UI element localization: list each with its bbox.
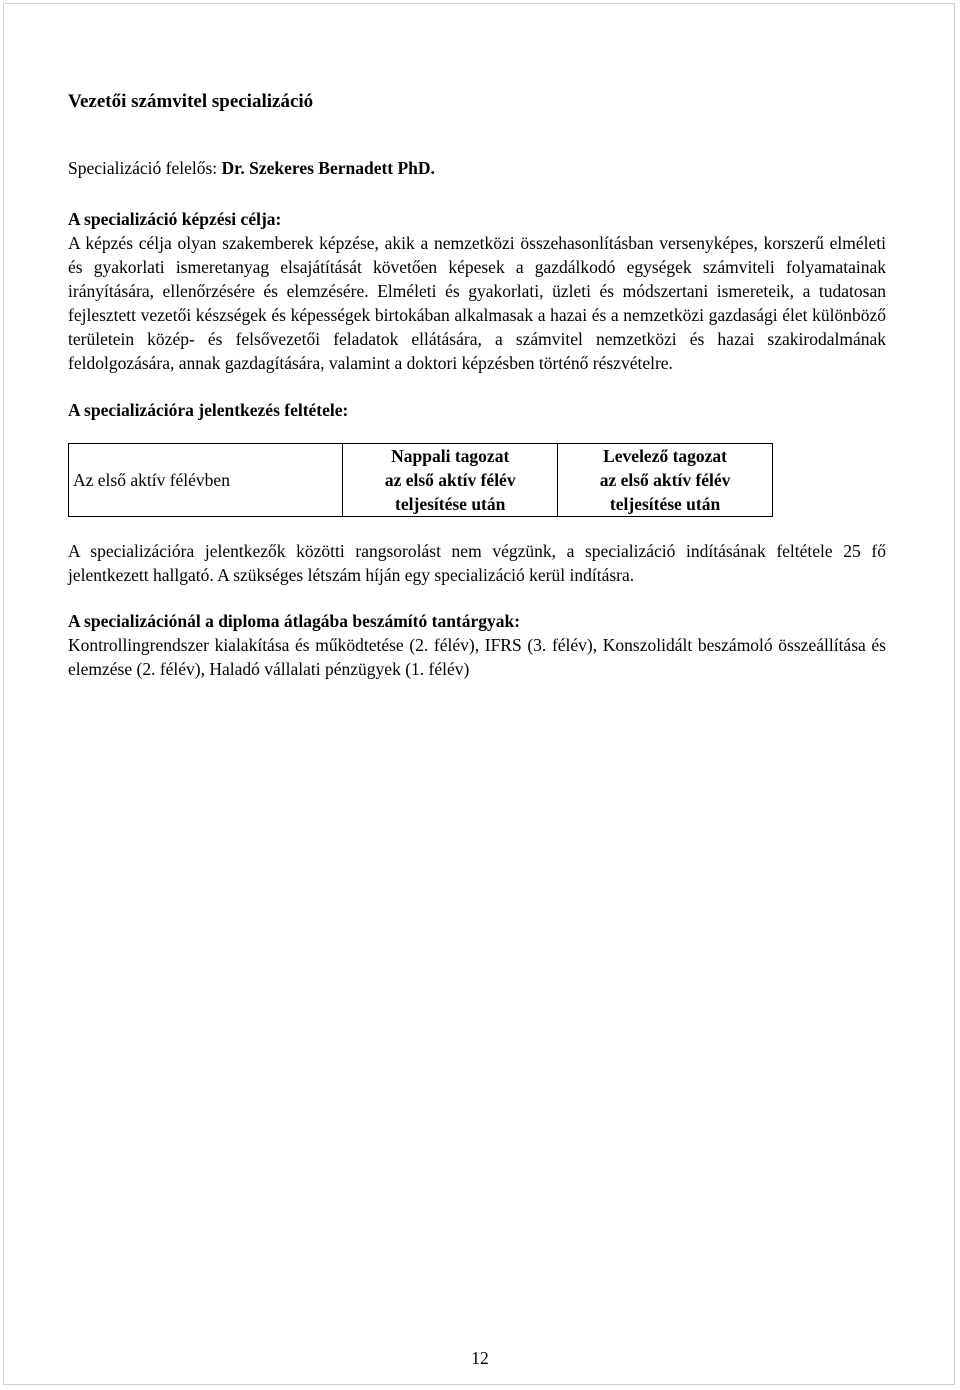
application-table (68, 443, 773, 517)
goal-heading: A specializáció képzési célja: (68, 209, 282, 229)
goal-section (68, 207, 886, 375)
diploma-heading: A specializációnál a diploma átlagába beszámító tantárgyak: (68, 611, 521, 631)
column-line: az első aktív félév (384, 470, 516, 490)
column-full-time (343, 444, 558, 517)
column-correspondence (558, 444, 773, 517)
diploma-text: Kontrollingrendszer kialakítása és működtetése (2. félév), IFRS (3. félév), Konszolidált beszámoló összeállítása és elemzése (2. félév), Haladó vállalati pénzügyek (1. félév) (68, 635, 886, 679)
ranking-text: A specializációra jelentkezők közötti rangsorolást nem végzünk, a specializáció indításának feltétele 25 fő jelentkezett hallgató. A szükséges létszám híján egy specializáció kerül indításra. (68, 541, 886, 585)
column-line: teljesítése után (395, 494, 506, 514)
responsible-line (68, 156, 886, 180)
page-number: 12 (471, 1348, 489, 1368)
column-header: Levelező tagozat (603, 446, 728, 466)
column-header: Nappali tagozat (391, 446, 510, 466)
diploma-section (68, 609, 886, 681)
document-body (68, 88, 886, 681)
table-row (69, 444, 773, 517)
column-line: az első aktív félév (599, 470, 731, 490)
responsible-label: Specializáció felelős: (68, 158, 222, 178)
responsible-name: Dr. Szekeres Bernadett PhD. (221, 158, 435, 178)
document-title: Vezetői számvitel specializáció (68, 91, 314, 112)
column-line: teljesítése után (609, 494, 721, 514)
row-label: Az első aktív félévben (69, 444, 343, 517)
application-heading: A specializációra jelentkezés feltétele: (68, 400, 349, 420)
goal-text: A képzés célja olyan szakemberek képzése, akik a nemzetközi összehasonlításban versenyképes, korszerű elméleti és gyakorlati ismeretanyag elsajátítását követően képesek a gazdálkodó egységek számviteli folyamatainak irányítására, ellenőrzésére és elemzésére. Elméleti és gyakorlati, üzleti és módszertani ismereteik, a tudatosan fejlesztett vezetői készségek és képességek birtokában alkalmasak a hazai és a nemzetközi gazdasági élet különböző területein közép- és felsővezetői feladatok ellátására, a számvitel nemzetközi és hazai szakirodalmának feldolgozására, annak gazdagítására, valamint a doktori képzésben történő részvételre. (68, 233, 886, 373)
